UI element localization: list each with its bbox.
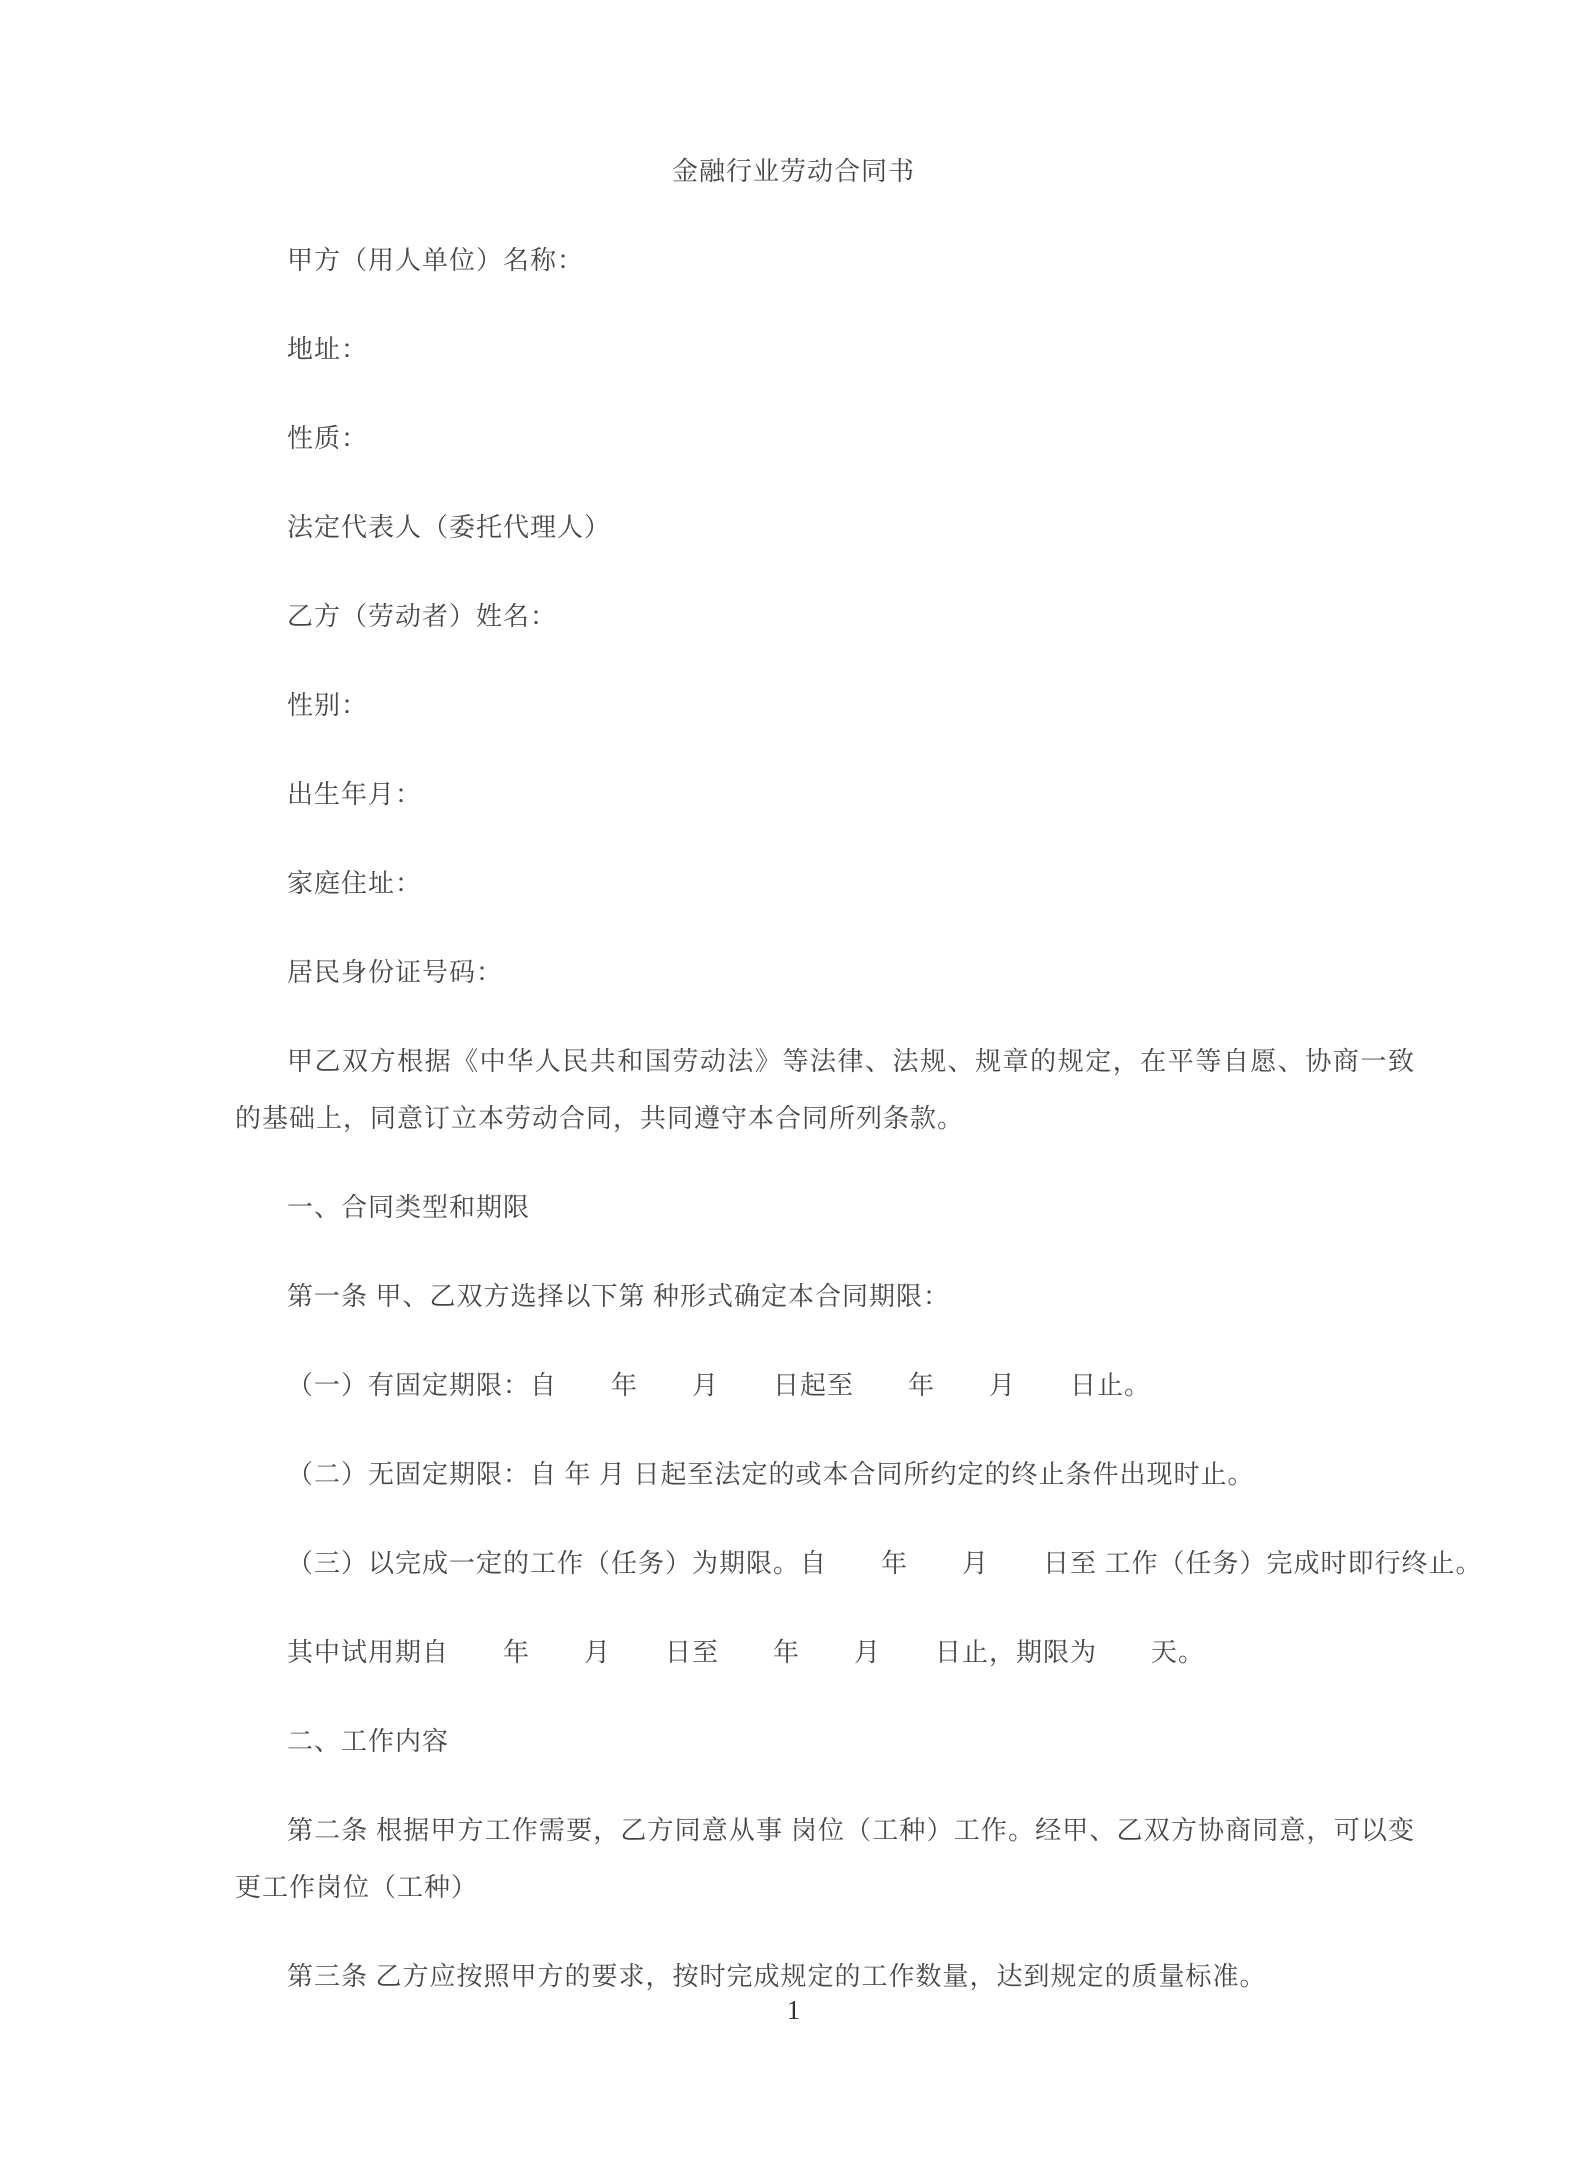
preamble-paragraph: 甲乙双方根据《中华人民共和国劳动法》等法律、法规、规章的规定，在平等自愿、协商一致的基础上，同意订立本劳动合同，共同遵守本合同所列条款。 (235, 1047, 1415, 1133)
field-party-a-address: 地址： (287, 335, 369, 364)
field-party-b-birth-date: 出生年月： (287, 780, 423, 809)
section-1-heading: 一、合同类型和期限 (287, 1193, 531, 1222)
article-3-paragraph: 第三条 乙方应按照甲方的要求，按时完成规定的工作数量，达到规定的质量标准。 (287, 1962, 1267, 1991)
probation-period-paragraph: 其中试用期自 年 月 日至 年 月 日止，期限为 天。 (287, 1638, 1206, 1667)
article-2-paragraph: 第二条 根据甲方工作需要，乙方同意从事 岗位（工种）工作。经甲、乙双方协商同意，可以变更工作岗位（工种） (235, 1816, 1415, 1902)
field-party-a-name: 甲方（用人单位）名称： (287, 246, 585, 275)
article-1-paragraph: 第一条 甲、乙双方选择以下第 种形式确定本合同期限： (287, 1282, 951, 1311)
article-1-item-2: （二）无固定期限：自 年 月 日起至法定的或本合同所约定的终止条件出现时止。 (287, 1460, 1255, 1489)
field-legal-representative: 法定代表人（委托代理人） (287, 513, 612, 542)
article-1-item-3: （三）以完成一定的工作（任务）为期限。自 年 月 日至 工作（任务）完成时即行终止。 (287, 1549, 1483, 1578)
section-2-heading: 二、工作内容 (287, 1727, 450, 1756)
document-body (235, 232, 1483, 2037)
article-1-item-1: （一）有固定期限：自 年 月 日起至 年 月 日止。 (287, 1371, 1152, 1400)
field-party-b-name: 乙方（劳动者）姓名： (287, 602, 558, 631)
field-party-b-gender: 性别： (287, 691, 369, 720)
field-party-b-home-address: 家庭住址： (287, 869, 423, 898)
field-party-a-nature: 性质： (287, 424, 369, 453)
field-party-b-id-number: 居民身份证号码： (287, 958, 504, 987)
page-number: 1 (786, 1995, 801, 2025)
document-title: 金融行业劳动合同书 (671, 157, 915, 186)
